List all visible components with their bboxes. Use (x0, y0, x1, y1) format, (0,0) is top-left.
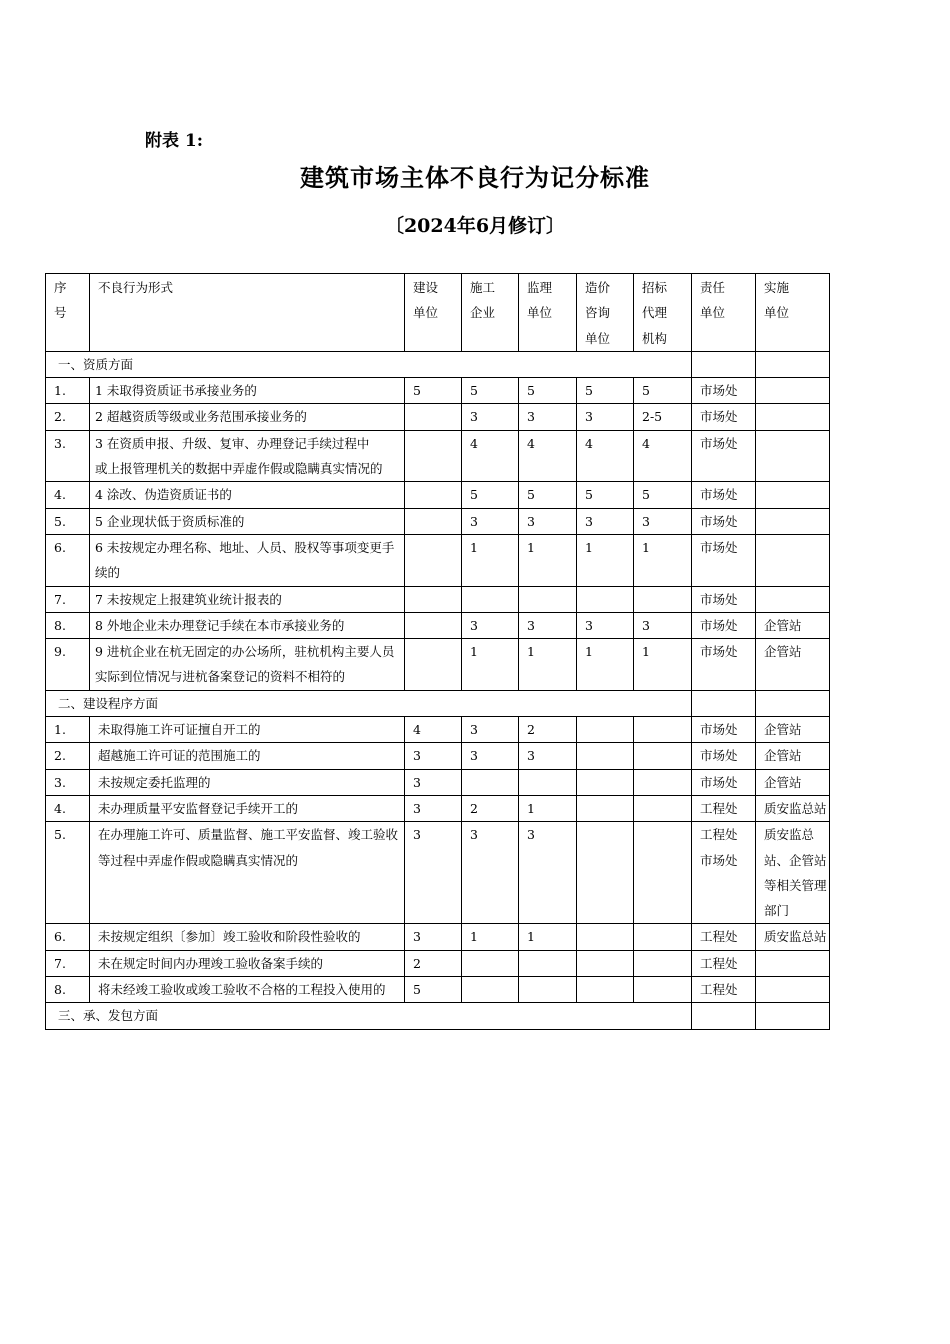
score-cost-consultant (577, 924, 634, 950)
row-seq: 4. (46, 795, 90, 821)
table-row (46, 586, 830, 612)
score-contractor (462, 977, 519, 1003)
row-implementing-unit (756, 534, 830, 586)
score-cost-consultant: 3 (577, 612, 634, 638)
row-responsible-unit: 市场处 (692, 404, 756, 430)
row-seq: 2. (46, 743, 90, 769)
row-responsible-unit: 市场处 (692, 717, 756, 743)
score-contractor: 3 (462, 743, 519, 769)
row-implementing-unit (756, 950, 830, 976)
score-supervisor: 3 (519, 822, 577, 924)
score-cost-consultant (577, 743, 634, 769)
score-bidding-agent (634, 717, 692, 743)
row-implementing-unit: 企管站 (756, 743, 830, 769)
score-construction-unit: 3 (405, 822, 462, 924)
row-behavior: 超越施工许可证的范围施工的 (90, 743, 405, 769)
row-behavior: 未取得施工许可证擅自开工的 (90, 717, 405, 743)
score-bidding-agent: 3 (634, 612, 692, 638)
score-contractor: 1 (462, 639, 519, 691)
score-cost-consultant: 1 (577, 534, 634, 586)
score-cost-consultant (577, 717, 634, 743)
score-construction-unit: 3 (405, 924, 462, 950)
row-seq: 6. (46, 534, 90, 586)
score-bidding-agent: 3 (634, 508, 692, 534)
table-row (46, 482, 830, 508)
score-bidding-agent (634, 586, 692, 612)
score-contractor: 1 (462, 534, 519, 586)
table-row (46, 378, 830, 404)
row-seq: 5. (46, 822, 90, 924)
score-cost-consultant (577, 950, 634, 976)
score-cost-consultant (577, 977, 634, 1003)
score-bidding-agent (634, 822, 692, 924)
row-behavior: 7 未按规定上报建筑业统计报表的 (90, 586, 405, 612)
row-behavior: 在办理施工许可、质量监督、施工平安监督、竣工验收等过程中弄虚作假或隐瞒真实情况的 (90, 822, 405, 924)
score-contractor: 3 (462, 717, 519, 743)
row-behavior: 9 进杭企业在杭无固定的办公场所，驻杭机构主要人员实际到位情况与进杭备案登记的资料不相符的 (90, 639, 405, 691)
score-construction-unit: 3 (405, 743, 462, 769)
row-seq: 3. (46, 769, 90, 795)
row-implementing-unit: 企管站 (756, 639, 830, 691)
header-implementing-unit: 实施 单位 (756, 274, 830, 352)
table-row (46, 795, 830, 821)
row-implementing-unit: 企管站 (756, 612, 830, 638)
row-responsible-unit: 市场处 (692, 769, 756, 795)
header-cost-consultant: 造价 咨询 单位 (577, 274, 634, 352)
page-subtitle: 〔2024年6月修订〕 (384, 215, 566, 237)
header-contractor: 施工 企业 (462, 274, 519, 352)
section-empty-cell (756, 1003, 830, 1029)
score-supervisor: 2 (519, 717, 577, 743)
row-seq: 1. (46, 378, 90, 404)
row-implementing-unit (756, 586, 830, 612)
table-row (46, 404, 830, 430)
score-construction-unit (405, 534, 462, 586)
score-construction-unit (405, 430, 462, 482)
table-row (46, 430, 830, 482)
row-seq: 3. (46, 430, 90, 482)
score-contractor: 5 (462, 482, 519, 508)
score-cost-consultant: 3 (577, 404, 634, 430)
table-row (46, 508, 830, 534)
score-construction-unit: 3 (405, 769, 462, 795)
score-contractor: 3 (462, 822, 519, 924)
header-row (46, 274, 830, 352)
attachment-label: 附表 1: (145, 131, 204, 151)
table-body (46, 274, 830, 1030)
row-seq: 8. (46, 612, 90, 638)
header-supervisor: 监理 单位 (519, 274, 577, 352)
section-title: 三、承、发包方面 (46, 1003, 692, 1029)
score-construction-unit (405, 482, 462, 508)
score-supervisor: 5 (519, 482, 577, 508)
table-row (46, 612, 830, 638)
row-responsible-unit: 市场处 (692, 482, 756, 508)
score-construction-unit: 3 (405, 795, 462, 821)
row-behavior: 未在规定时间内办理竣工验收备案手续的 (90, 950, 405, 976)
header-behavior: 不良行为形式 (90, 274, 405, 352)
row-responsible-unit: 工程处 (692, 795, 756, 821)
row-implementing-unit (756, 430, 830, 482)
score-construction-unit (405, 508, 462, 534)
score-bidding-agent: 2-5 (634, 404, 692, 430)
row-implementing-unit (756, 508, 830, 534)
row-implementing-unit: 企管站 (756, 717, 830, 743)
score-bidding-agent: 1 (634, 534, 692, 586)
row-responsible-unit: 市场处 (692, 378, 756, 404)
score-construction-unit: 5 (405, 977, 462, 1003)
score-construction-unit (405, 586, 462, 612)
score-supervisor: 3 (519, 612, 577, 638)
score-cost-consultant (577, 795, 634, 821)
row-responsible-unit: 工程处 (692, 977, 756, 1003)
score-supervisor: 1 (519, 534, 577, 586)
table-row (46, 769, 830, 795)
row-behavior: 将未经竣工验收或竣工验收不合格的工程投入使用的 (90, 977, 405, 1003)
row-responsible-unit: 工程处 (692, 924, 756, 950)
score-construction-unit (405, 612, 462, 638)
row-responsible-unit: 市场处 (692, 639, 756, 691)
row-seq: 7. (46, 586, 90, 612)
row-behavior: 6 未按规定办理名称、地址、人员、股权等事项变更手续的 (90, 534, 405, 586)
table-row (46, 822, 830, 924)
section-empty-cell (756, 690, 830, 716)
score-supervisor: 4 (519, 430, 577, 482)
score-contractor: 1 (462, 924, 519, 950)
row-seq: 5. (46, 508, 90, 534)
scoring-table (45, 273, 830, 1030)
score-bidding-agent (634, 795, 692, 821)
row-responsible-unit: 市场处 (692, 508, 756, 534)
row-responsible-unit: 市场处 (692, 743, 756, 769)
row-responsible-unit: 工程处 市场处 (692, 822, 756, 924)
header-construction-unit: 建设 单位 (405, 274, 462, 352)
score-bidding-agent: 1 (634, 639, 692, 691)
score-bidding-agent (634, 950, 692, 976)
section-row (46, 351, 830, 377)
score-contractor: 3 (462, 612, 519, 638)
score-supervisor (519, 586, 577, 612)
score-bidding-agent: 4 (634, 430, 692, 482)
section-row (46, 690, 830, 716)
score-bidding-agent (634, 924, 692, 950)
header-bidding-agent: 招标 代理 机构 (634, 274, 692, 352)
score-supervisor: 1 (519, 795, 577, 821)
section-title: 二、建设程序方面 (46, 690, 692, 716)
row-behavior: 未按规定组织〔参加〕竣工验收和阶段性验收的 (90, 924, 405, 950)
score-bidding-agent: 5 (634, 482, 692, 508)
score-construction-unit: 5 (405, 378, 462, 404)
table-row (46, 639, 830, 691)
row-implementing-unit: 质安监总站、企管站等相关管理部门 (756, 822, 830, 924)
table-row (46, 977, 830, 1003)
row-behavior: 5 企业现状低于资质标准的 (90, 508, 405, 534)
score-contractor (462, 586, 519, 612)
score-supervisor (519, 950, 577, 976)
score-contractor: 3 (462, 508, 519, 534)
score-contractor (462, 950, 519, 976)
score-contractor (462, 769, 519, 795)
section-empty-cell (692, 351, 756, 377)
row-seq: 9. (46, 639, 90, 691)
score-cost-consultant (577, 586, 634, 612)
section-row (46, 1003, 830, 1029)
table-row (46, 924, 830, 950)
score-construction-unit: 2 (405, 950, 462, 976)
score-supervisor: 1 (519, 924, 577, 950)
section-empty-cell (692, 690, 756, 716)
score-contractor: 5 (462, 378, 519, 404)
row-implementing-unit: 质安监总站 (756, 795, 830, 821)
score-bidding-agent (634, 743, 692, 769)
score-cost-consultant (577, 822, 634, 924)
section-empty-cell (756, 351, 830, 377)
score-cost-consultant: 5 (577, 482, 634, 508)
row-behavior: 4 涂改、伪造资质证书的 (90, 482, 405, 508)
row-seq: 6. (46, 924, 90, 950)
score-construction-unit: 4 (405, 717, 462, 743)
row-implementing-unit (756, 977, 830, 1003)
score-cost-consultant: 5 (577, 378, 634, 404)
row-behavior: 2 超越资质等级或业务范围承接业务的 (90, 404, 405, 430)
row-behavior: 8 外地企业未办理登记手续在本市承接业务的 (90, 612, 405, 638)
row-behavior: 1 未取得资质证书承接业务的 (90, 378, 405, 404)
score-supervisor: 1 (519, 639, 577, 691)
row-seq: 2. (46, 404, 90, 430)
header-seq: 序 号 (46, 274, 90, 352)
table-row (46, 534, 830, 586)
row-responsible-unit: 市场处 (692, 430, 756, 482)
table-row (46, 743, 830, 769)
score-construction-unit (405, 404, 462, 430)
score-contractor: 4 (462, 430, 519, 482)
table-row (46, 950, 830, 976)
section-title: 一、资质方面 (46, 351, 692, 377)
score-supervisor: 5 (519, 378, 577, 404)
score-cost-consultant (577, 769, 634, 795)
row-seq: 1. (46, 717, 90, 743)
row-responsible-unit: 工程处 (692, 950, 756, 976)
row-implementing-unit (756, 404, 830, 430)
score-cost-consultant: 3 (577, 508, 634, 534)
row-responsible-unit: 市场处 (692, 586, 756, 612)
section-empty-cell (692, 1003, 756, 1029)
row-behavior: 未办理质量平安监督登记手续开工的 (90, 795, 405, 821)
score-contractor: 3 (462, 404, 519, 430)
score-cost-consultant: 1 (577, 639, 634, 691)
header-responsible-unit: 责任 单位 (692, 274, 756, 352)
row-responsible-unit: 市场处 (692, 534, 756, 586)
score-cost-consultant: 4 (577, 430, 634, 482)
score-supervisor: 3 (519, 508, 577, 534)
score-supervisor (519, 977, 577, 1003)
row-behavior: 未按规定委托监理的 (90, 769, 405, 795)
score-construction-unit (405, 639, 462, 691)
score-supervisor (519, 769, 577, 795)
row-behavior: 3 在资质申报、升级、复审、办理登记手续过程中 或上报管理机关的数据中弄虚作假或隐瞒真实情况的 (90, 430, 405, 482)
row-implementing-unit (756, 378, 830, 404)
row-implementing-unit: 质安监总站 (756, 924, 830, 950)
row-seq: 8. (46, 977, 90, 1003)
score-bidding-agent (634, 769, 692, 795)
score-bidding-agent (634, 977, 692, 1003)
row-seq: 7. (46, 950, 90, 976)
page-title: 建筑市场主体不良行为记分标准 (300, 163, 650, 192)
score-contractor: 2 (462, 795, 519, 821)
row-implementing-unit (756, 482, 830, 508)
score-supervisor: 3 (519, 404, 577, 430)
table-row (46, 717, 830, 743)
row-responsible-unit: 市场处 (692, 612, 756, 638)
score-bidding-agent: 5 (634, 378, 692, 404)
row-implementing-unit: 企管站 (756, 769, 830, 795)
row-seq: 4. (46, 482, 90, 508)
score-supervisor: 3 (519, 743, 577, 769)
